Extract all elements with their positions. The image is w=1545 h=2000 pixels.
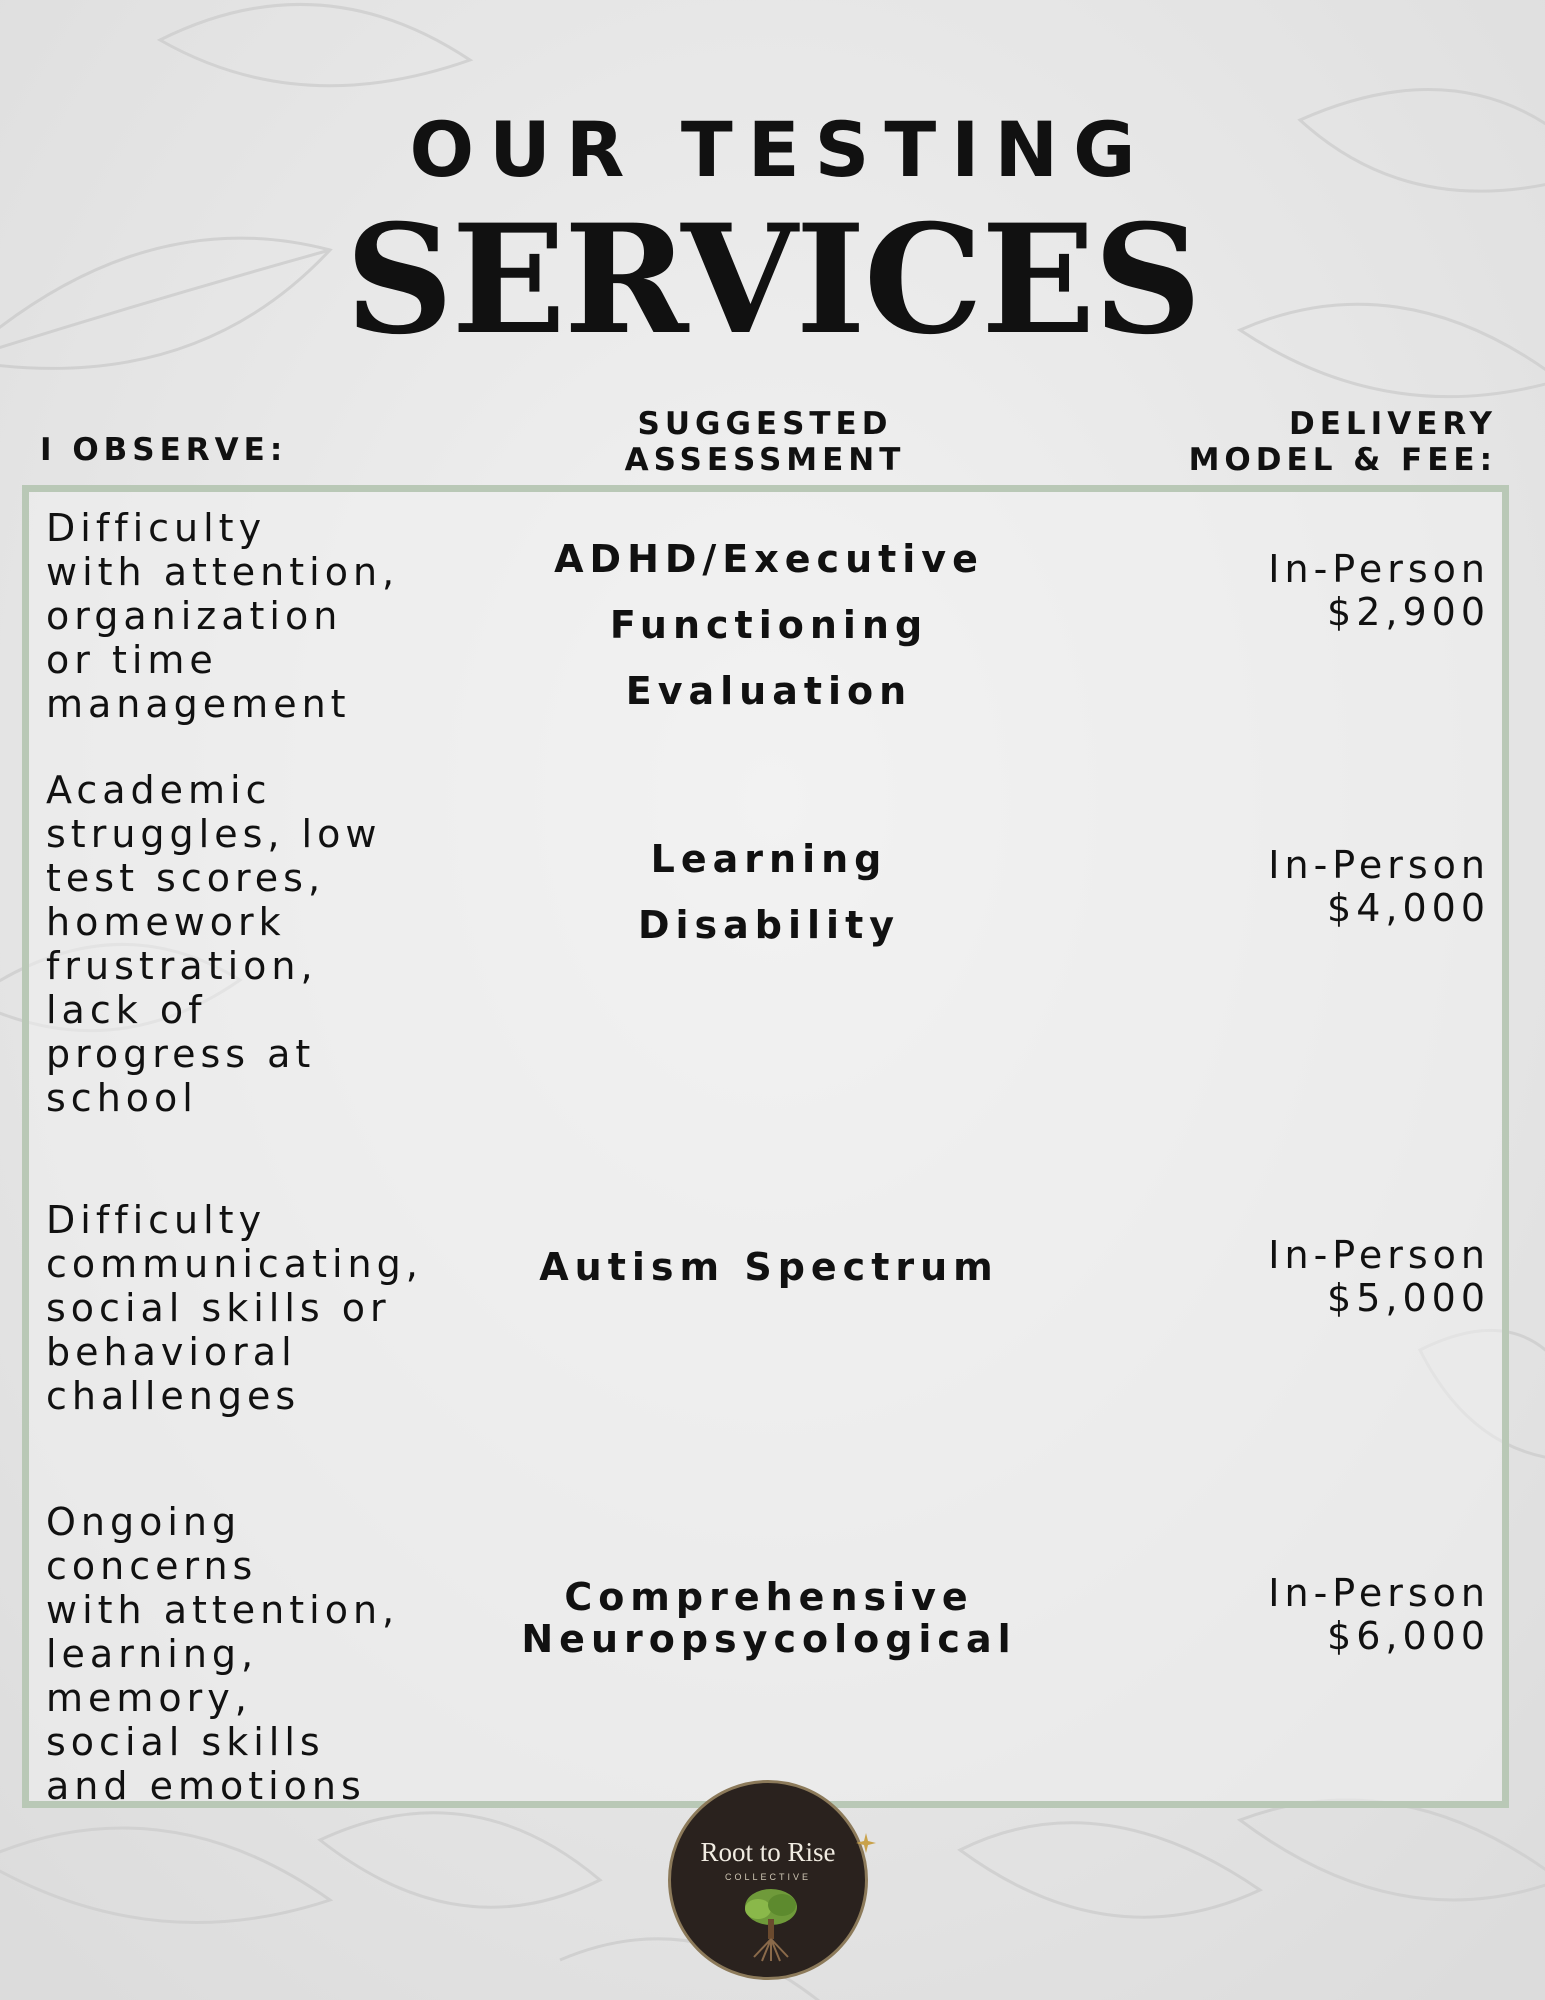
observation-cell: Ongoing concerns with attention, learning, memory, social skills and emotions: [46, 1500, 400, 1808]
assessment-cell: ADHD/Executive Functioning Evaluation: [554, 537, 984, 713]
assessment-cell: Autism Spectrum: [539, 1245, 999, 1289]
observation-cell: Difficulty communicating, social skills or behavioral challenges: [46, 1198, 423, 1418]
root-to-rise-logo: [668, 1780, 868, 1980]
fee-cell: In-Person $4,000: [1268, 843, 1490, 930]
fee-cell: In-Person $6,000: [1268, 1571, 1490, 1658]
observation-cell: Academic struggles, low test scores, homework frustration, lack of progress at school: [46, 768, 382, 1120]
logo-subtitle: COLLECTIVE: [724, 1872, 812, 1882]
fee-cell: In-Person $2,900: [1268, 547, 1490, 634]
tree-icon: [736, 1883, 806, 1963]
observation-cell: Difficulty with attention, organization or time management: [46, 506, 400, 726]
title-line-1: OUR TESTING: [409, 105, 1151, 194]
logo-name: Root to Rise: [700, 1837, 836, 1867]
fee-cell: In-Person $5,000: [1268, 1233, 1490, 1320]
column-header-observe: I OBSERVE:: [40, 432, 288, 468]
assessment-cell: Learning Disability: [637, 837, 901, 947]
column-header-fee: DELIVERY MODEL & FEE:: [1188, 406, 1497, 478]
title-line-2: SERVICES: [345, 192, 1200, 368]
assessment-cell: Comprehensive Neuropsycological: [521, 1575, 1017, 1661]
services-table: [22, 485, 1509, 1808]
column-header-assessment: SUGGESTED ASSESSMENT: [624, 406, 906, 478]
sparkle-icon: [855, 1832, 877, 1854]
